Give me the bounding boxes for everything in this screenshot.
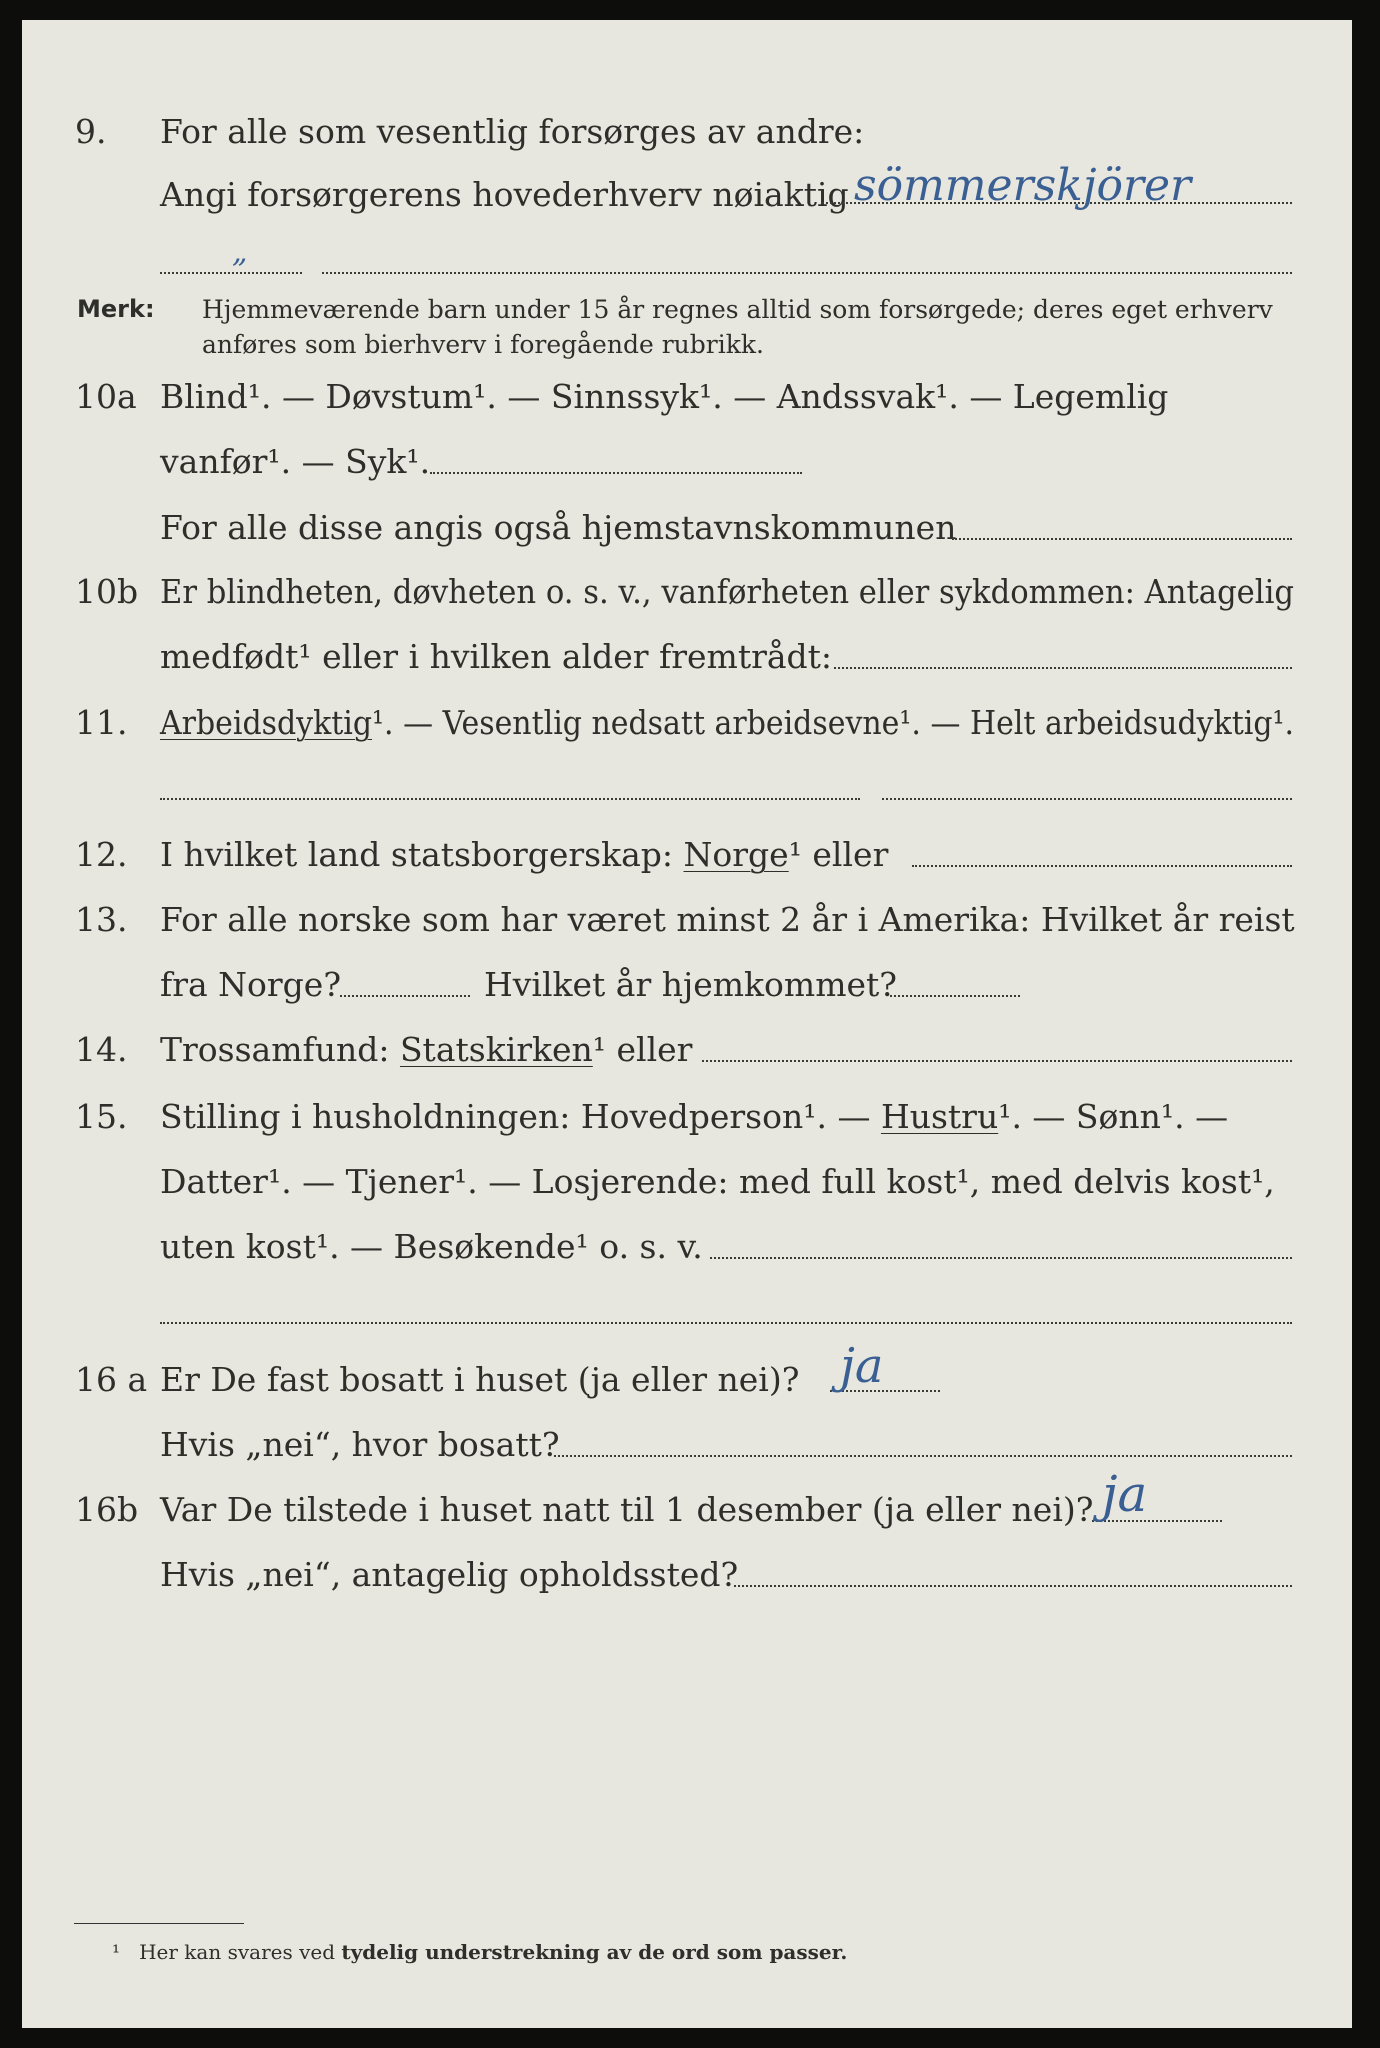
census-form-page xyxy=(22,20,1352,2028)
footnote-text-a: Her kan svares ved xyxy=(139,1940,336,1964)
q10a-line3: For alle disse angis også hjemstavnskommunen xyxy=(160,508,957,547)
footnote-rule xyxy=(74,1923,244,1924)
q10b-alder-line xyxy=(834,667,1292,669)
q16a-line2: Hvis „nei“, hvor bosatt? xyxy=(160,1425,560,1464)
item-number-10b: 10b xyxy=(75,572,139,611)
q10a-syk-line xyxy=(430,472,802,474)
q14-post: ¹ eller xyxy=(592,1030,693,1069)
merk-label: Merk: xyxy=(77,295,155,323)
q9-line2: Angi forsørgerens hovederhverv nøiaktig xyxy=(160,175,849,214)
item-number-13: 13. xyxy=(75,900,128,939)
q9-answer-line-2a xyxy=(160,272,302,274)
q16a-line1: Er De fast bosatt i huset (ja eller nei)? xyxy=(160,1360,800,1399)
q12-pre: I hvilket land statsborgerskap: xyxy=(160,835,674,874)
q10b-line2: medfødt¹ eller i hvilken alder fremtrådt: xyxy=(160,637,833,676)
q11-line1 xyxy=(160,703,1294,742)
footnote-mark: ¹ xyxy=(112,1940,121,1964)
q16a-handwritten-answer: ja xyxy=(840,1338,884,1394)
q16b-line1: Var De tilstede i huset natt til 1 desember (ja eller nei)? xyxy=(160,1490,1094,1529)
footnote-text-b: tydelig understrekning av de ord som passer. xyxy=(341,1940,848,1964)
item-number-9: 9. xyxy=(75,112,107,151)
q13-line1: For alle norske som har været minst 2 år i Amerika: Hvilket år reist xyxy=(160,900,1295,939)
item-number-10a: 10a xyxy=(75,377,137,416)
q15-line1 xyxy=(160,1097,1228,1136)
q10a-line1: Blind¹. — Døvstum¹. — Sinnssyk¹. — Andssvak¹. — Legemlig xyxy=(160,377,1169,416)
q14-underlined-answer: Statskirken xyxy=(399,1030,593,1069)
q9-answer-line-2b xyxy=(322,272,1292,274)
q12-post: ¹ eller xyxy=(788,835,889,874)
q11-rest: ¹. — Vesentlig nedsatt arbeidsevne¹. — Helt arbeidsudyktig¹. xyxy=(372,703,1295,742)
q11-line-a xyxy=(160,798,860,800)
q15-answer-line xyxy=(710,1257,1292,1259)
q15-line1b: ¹. — Sønn¹. — xyxy=(998,1097,1229,1136)
footnote xyxy=(112,1940,847,1964)
q13-reist-line xyxy=(340,995,470,997)
q16b-line2: Hvis „nei“, antagelig opholdssted? xyxy=(160,1555,739,1594)
q11-line-b xyxy=(882,798,1292,800)
q14-line1 xyxy=(160,1030,692,1069)
q15-underlined-answer: Hustru xyxy=(880,1097,999,1136)
q10b-line1: Er blindheten, døvheten o. s. v., vanførheten eller sykdommen: Antagelig xyxy=(160,572,1295,611)
q15-line2: Datter¹. — Tjener¹. — Losjerende: med full kost¹, med delvis kost¹, xyxy=(160,1162,1275,1201)
q16a-bosatt-line xyxy=(554,1455,1292,1457)
q13-line2b: Hvilket år hjemkommet? xyxy=(484,965,897,1004)
merk-line1: Hjemmeværende barn under 15 år regnes alltid som forsørgede; deres eget erhverv xyxy=(202,295,1273,324)
q14-answer-line xyxy=(702,1060,1292,1062)
q14-pre: Trossamfund: xyxy=(160,1030,390,1069)
q9-handwritten-ditto: „ xyxy=(232,235,248,270)
item-number-16a: 16 a xyxy=(75,1360,148,1399)
q16b-opholdssted-line xyxy=(734,1585,1292,1587)
q12-line1 xyxy=(160,835,888,874)
item-number-11: 11. xyxy=(75,703,128,742)
q16b-handwritten-answer: ja xyxy=(1102,1465,1148,1523)
q15-line1a: Stilling i husholdningen: Hovedperson¹. — xyxy=(160,1097,871,1136)
q10a-line2: vanfør¹. — Syk¹. xyxy=(160,442,431,481)
q10a-kommune-line xyxy=(952,538,1292,540)
q11-underlined-answer: Arbeidsdyktig xyxy=(160,703,373,742)
item-number-16b: 16b xyxy=(75,1490,139,1529)
q9-line1: For alle som vesentlig forsørges av andre: xyxy=(160,112,865,151)
q15-line3: uten kost¹. — Besøkende¹ o. s. v. xyxy=(160,1227,703,1266)
q13-line2a: fra Norge? xyxy=(160,965,342,1004)
q15-answer-line-2 xyxy=(160,1322,1292,1324)
q13-hjemkommet-line xyxy=(890,995,1020,997)
q12-underlined-answer: Norge xyxy=(683,835,789,874)
merk-line2: anføres som bierhverv i foregående rubrikk. xyxy=(202,330,764,359)
item-number-14: 14. xyxy=(75,1030,128,1069)
q12-answer-line xyxy=(912,865,1292,867)
item-number-12: 12. xyxy=(75,835,128,874)
q9-handwritten-answer: sömmerskjörer xyxy=(854,160,1192,211)
item-number-15: 15. xyxy=(75,1097,128,1136)
